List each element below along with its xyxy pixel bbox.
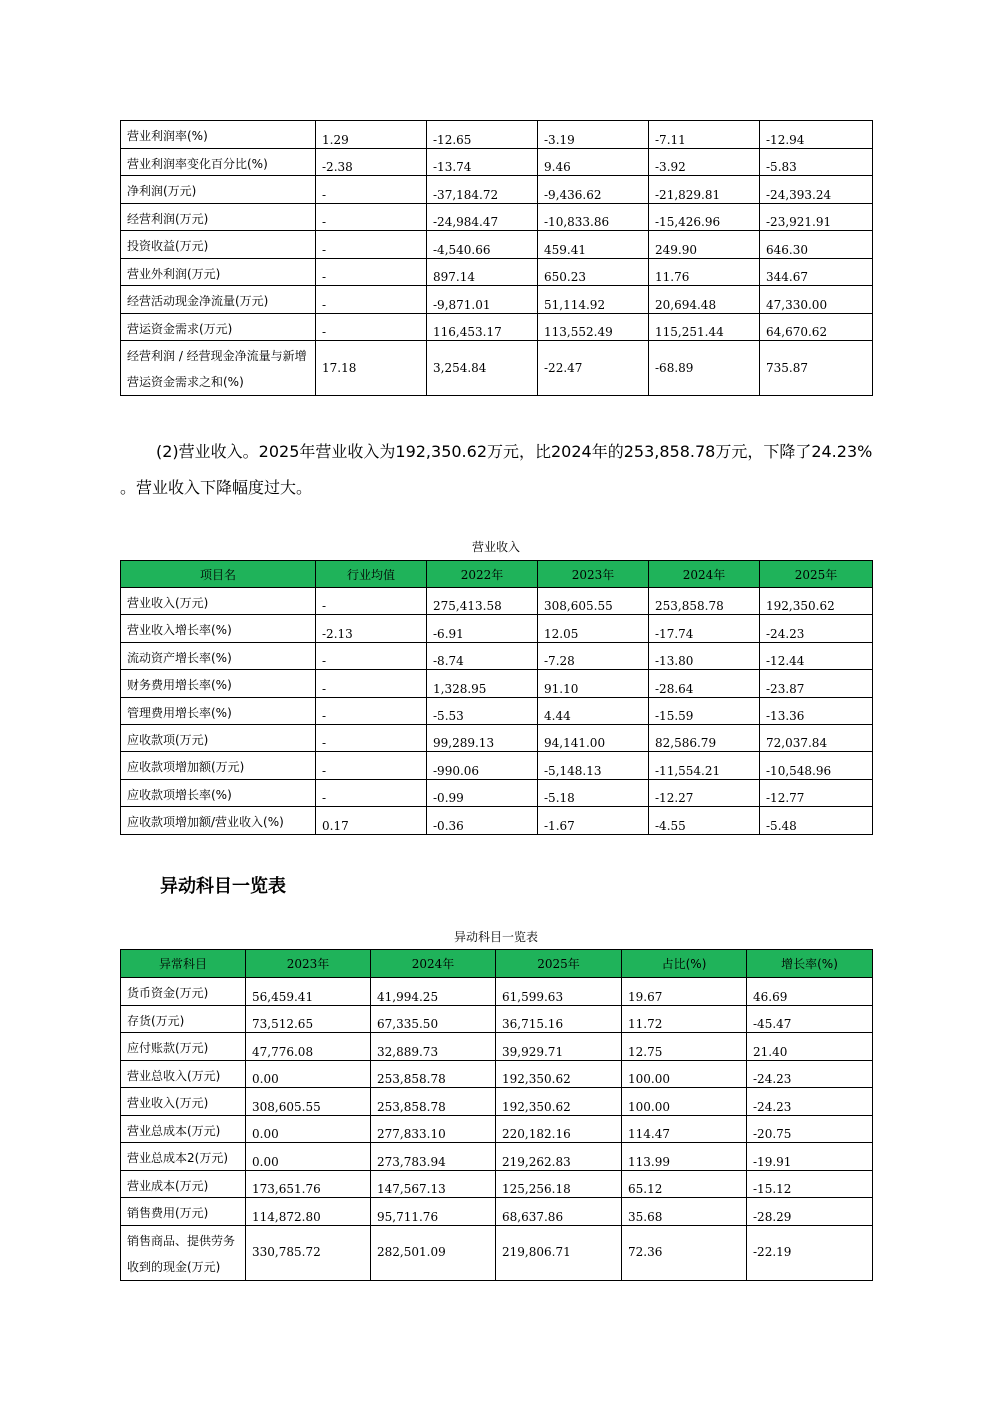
row-label: 存货(万元) <box>121 1005 246 1033</box>
cell-value: -12.27 <box>649 779 760 806</box>
row-label: 营业收入(万元) <box>121 588 316 615</box>
cell-value: -5.48 <box>760 807 873 834</box>
row-label: 营业总成本2(万元) <box>121 1143 246 1171</box>
cell-value: 91.10 <box>538 670 649 697</box>
cell-value: - <box>316 258 427 286</box>
column-header: 2025年 <box>760 561 873 588</box>
cell-value: -5,148.13 <box>538 752 649 779</box>
table-row <box>121 1088 873 1116</box>
cell-value: 735.87 <box>760 341 873 396</box>
cell-value: 65.12 <box>622 1170 747 1198</box>
cell-value: - <box>316 286 427 314</box>
cell-value: -24.23 <box>747 1060 873 1088</box>
cell-value: -12.65 <box>427 121 538 149</box>
row-label: 货币资金(万元) <box>121 978 246 1006</box>
cell-value: 125,256.18 <box>496 1170 622 1198</box>
cell-value: 113.99 <box>622 1143 747 1171</box>
cell-value: -15.12 <box>747 1170 873 1198</box>
cell-value: 219,262.83 <box>496 1143 622 1171</box>
cell-value: 282,501.09 <box>371 1225 496 1280</box>
cell-value: 897.14 <box>427 258 538 286</box>
cell-value: - <box>316 203 427 231</box>
cell-value: -12.77 <box>760 779 873 806</box>
table-row <box>121 231 873 259</box>
cell-value: -9,436.62 <box>538 176 649 204</box>
cell-value: 646.30 <box>760 231 873 259</box>
column-header: 增长率(%) <box>747 950 873 978</box>
cell-value: -3.19 <box>538 121 649 149</box>
cell-value: 61,599.63 <box>496 978 622 1006</box>
column-header: 占比(%) <box>622 950 747 978</box>
table-row <box>121 1115 873 1143</box>
cell-value: -7.11 <box>649 121 760 149</box>
cell-value: -28.29 <box>747 1198 873 1226</box>
row-label: 投资收益(万元) <box>121 231 316 259</box>
cell-value: 220,182.16 <box>496 1115 622 1143</box>
table-row <box>121 779 873 806</box>
cell-value: -20.75 <box>747 1115 873 1143</box>
cell-value: 275,413.58 <box>427 588 538 615</box>
table-row <box>121 978 873 1006</box>
revenue-table <box>120 560 873 835</box>
cell-value: -13.80 <box>649 642 760 669</box>
cell-value: - <box>316 313 427 341</box>
anomaly-table-caption: 异动科目一览表 <box>453 930 538 944</box>
cell-value: -12.44 <box>760 642 873 669</box>
anomaly-table-body <box>121 978 873 1281</box>
table-row <box>121 121 873 149</box>
cell-value: 41,994.25 <box>371 978 496 1006</box>
cell-value: 115,251.44 <box>649 313 760 341</box>
row-label: 营业收入增长率(%) <box>121 615 316 642</box>
cell-value: 253,858.78 <box>371 1060 496 1088</box>
cell-value: 73,512.65 <box>246 1005 371 1033</box>
row-label: 经营活动现金净流量(万元) <box>121 286 316 314</box>
table-row <box>121 1033 873 1061</box>
row-label: 流动资产增长率(%) <box>121 642 316 669</box>
cell-value: - <box>316 724 427 751</box>
cell-value: 11.72 <box>622 1005 747 1033</box>
section-heading: 异动科目一览表 <box>160 876 286 897</box>
row-label: 销售费用(万元) <box>121 1198 246 1226</box>
table-row <box>121 313 873 341</box>
cell-value: 253,858.78 <box>371 1088 496 1116</box>
cell-value: 46.69 <box>747 978 873 1006</box>
cell-value: -0.36 <box>427 807 538 834</box>
cell-value: -8.74 <box>427 642 538 669</box>
table-row <box>121 670 873 697</box>
cell-value: -12.94 <box>760 121 873 149</box>
cell-value: 47,776.08 <box>246 1033 371 1061</box>
cell-value: -4.55 <box>649 807 760 834</box>
cell-value: 219,806.71 <box>496 1225 622 1280</box>
cell-value: -68.89 <box>649 341 760 396</box>
row-label: 应收款项(万元) <box>121 724 316 751</box>
row-label: 应收款项增加额/营业收入(%) <box>121 807 316 834</box>
cell-value: -21,829.81 <box>649 176 760 204</box>
cell-value: 94,141.00 <box>538 724 649 751</box>
row-label: 营业利润率(%) <box>121 121 316 149</box>
cell-value: -6.91 <box>427 615 538 642</box>
revenue-table-caption: 营业收入 <box>471 540 520 554</box>
row-label: 净利润(万元) <box>121 176 316 204</box>
column-header: 行业均值 <box>316 561 427 588</box>
cell-value: -17.74 <box>649 615 760 642</box>
cell-value: 3,254.84 <box>427 341 538 396</box>
cell-value: -19.91 <box>747 1143 873 1171</box>
cell-value: 0.17 <box>316 807 427 834</box>
cell-value: 113,552.49 <box>538 313 649 341</box>
table-row <box>121 697 873 724</box>
cell-value: 273,783.94 <box>371 1143 496 1171</box>
cell-value: -1.67 <box>538 807 649 834</box>
cell-value: 0.00 <box>246 1115 371 1143</box>
row-label: 营业总成本(万元) <box>121 1115 246 1143</box>
cell-value: -10,548.96 <box>760 752 873 779</box>
revenue-paragraph <box>120 434 895 506</box>
revenue-table-body <box>121 588 873 835</box>
cell-value: 56,459.41 <box>246 978 371 1006</box>
cell-value: 67,335.50 <box>371 1005 496 1033</box>
table-row <box>121 1198 873 1226</box>
cell-value: 330,785.72 <box>246 1225 371 1280</box>
cell-value: -15.59 <box>649 697 760 724</box>
row-label: 财务费用增长率(%) <box>121 670 316 697</box>
column-header: 2022年 <box>427 561 538 588</box>
table-row <box>121 258 873 286</box>
row-label: 营业成本(万元) <box>121 1170 246 1198</box>
table-row <box>121 341 873 396</box>
cell-value: 64,670.62 <box>760 313 873 341</box>
column-header: 2024年 <box>649 561 760 588</box>
table-row <box>121 203 873 231</box>
cell-value: 0.00 <box>246 1060 371 1088</box>
paragraph-line-1: (2)营业收入。2025年营业收入为192,350.62万元，比2024年的253,858.78万元，下降了24.23% <box>156 442 873 461</box>
table-row <box>121 1170 873 1198</box>
cell-value: 82,586.79 <box>649 724 760 751</box>
cell-value: 21.40 <box>747 1033 873 1061</box>
cell-value: 308,605.55 <box>538 588 649 615</box>
cell-value: -24.23 <box>747 1088 873 1116</box>
row-label: 销售商品、提供劳务收到的现金(万元) <box>121 1225 246 1280</box>
cell-value: 116,453.17 <box>427 313 538 341</box>
cell-value: 12.05 <box>538 615 649 642</box>
column-header: 项目名 <box>121 561 316 588</box>
row-label: 应收款项增长率(%) <box>121 779 316 806</box>
cell-value: 72.36 <box>622 1225 747 1280</box>
column-header: 2024年 <box>371 950 496 978</box>
cell-value: -24,393.24 <box>760 176 873 204</box>
cell-value: -24.23 <box>760 615 873 642</box>
table-row <box>121 176 873 204</box>
cell-value: - <box>316 642 427 669</box>
cell-value: 95,711.76 <box>371 1198 496 1226</box>
column-header: 异常科目 <box>121 950 246 978</box>
cell-value: 249.90 <box>649 231 760 259</box>
cell-value: - <box>316 779 427 806</box>
table-row <box>121 724 873 751</box>
cell-value: 192,350.62 <box>496 1060 622 1088</box>
row-label: 营业总收入(万元) <box>121 1060 246 1088</box>
cell-value: 114,872.80 <box>246 1198 371 1226</box>
cell-value: -23,921.91 <box>760 203 873 231</box>
cell-value: 192,350.62 <box>760 588 873 615</box>
cell-value: -11,554.21 <box>649 752 760 779</box>
cell-value: -7.28 <box>538 642 649 669</box>
cell-value: -13.36 <box>760 697 873 724</box>
row-label: 经营利润(万元) <box>121 203 316 231</box>
row-label: 应收款项增加额(万元) <box>121 752 316 779</box>
cell-value: 192,350.62 <box>496 1088 622 1116</box>
cell-value: -45.47 <box>747 1005 873 1033</box>
table-row <box>121 1143 873 1171</box>
revenue-table-header <box>121 561 873 588</box>
cell-value: -0.99 <box>427 779 538 806</box>
cell-value: - <box>316 176 427 204</box>
column-header: 2023年 <box>538 561 649 588</box>
row-label: 营业收入(万元) <box>121 1088 246 1116</box>
cell-value: 459.41 <box>538 231 649 259</box>
cell-value: 344.67 <box>760 258 873 286</box>
cell-value: -5.53 <box>427 697 538 724</box>
cell-value: -10,833.86 <box>538 203 649 231</box>
cell-value: -3.92 <box>649 148 760 176</box>
cell-value: 277,833.10 <box>371 1115 496 1143</box>
cell-value: 32,889.73 <box>371 1033 496 1061</box>
cell-value: -23.87 <box>760 670 873 697</box>
cell-value: 36,715.16 <box>496 1005 622 1033</box>
cell-value: -24,984.47 <box>427 203 538 231</box>
table-row <box>121 615 873 642</box>
row-label: 营业利润率变化百分比(%) <box>121 148 316 176</box>
cell-value: -4,540.66 <box>427 231 538 259</box>
table-row <box>121 1225 873 1280</box>
profit-table <box>120 120 873 396</box>
cell-value: 1,328.95 <box>427 670 538 697</box>
cell-value: - <box>316 588 427 615</box>
cell-value: -2.13 <box>316 615 427 642</box>
cell-value: - <box>316 670 427 697</box>
cell-value: 114.47 <box>622 1115 747 1143</box>
cell-value: 47,330.00 <box>760 286 873 314</box>
cell-value: 20,694.48 <box>649 286 760 314</box>
anomaly-table-header <box>121 950 873 978</box>
cell-value: 12.75 <box>622 1033 747 1061</box>
paragraph-line-2: 。营业收入下降幅度过大。 <box>120 478 313 497</box>
cell-value: 253,858.78 <box>649 588 760 615</box>
table-row <box>121 807 873 834</box>
cell-value: 1.29 <box>316 121 427 149</box>
table-row <box>121 752 873 779</box>
cell-value: -5.83 <box>760 148 873 176</box>
cell-value: 72,037.84 <box>760 724 873 751</box>
cell-value: 35.68 <box>622 1198 747 1226</box>
cell-value: -37,184.72 <box>427 176 538 204</box>
row-label: 管理费用增长率(%) <box>121 697 316 724</box>
cell-value: -22.19 <box>747 1225 873 1280</box>
table-row <box>121 1005 873 1033</box>
cell-value: 100.00 <box>622 1060 747 1088</box>
cell-value: -2.38 <box>316 148 427 176</box>
cell-value: 9.46 <box>538 148 649 176</box>
row-label: 营运资金需求(万元) <box>121 313 316 341</box>
cell-value: 100.00 <box>622 1088 747 1116</box>
cell-value: 51,114.92 <box>538 286 649 314</box>
cell-value: 308,605.55 <box>246 1088 371 1116</box>
row-label: 营业外利润(万元) <box>121 258 316 286</box>
cell-value: -990.06 <box>427 752 538 779</box>
table-row <box>121 148 873 176</box>
table-row <box>121 588 873 615</box>
cell-value: -9,871.01 <box>427 286 538 314</box>
cell-value: 39,929.71 <box>496 1033 622 1061</box>
row-label: 经营利润 / 经营现金净流量与新增营运资金需求之和(%) <box>121 341 316 396</box>
cell-value: -15,426.96 <box>649 203 760 231</box>
cell-value: - <box>316 697 427 724</box>
table-row <box>121 286 873 314</box>
column-header: 2023年 <box>246 950 371 978</box>
cell-value: 650.23 <box>538 258 649 286</box>
table-row <box>121 1060 873 1088</box>
cell-value: 17.18 <box>316 341 427 396</box>
cell-value: 99,289.13 <box>427 724 538 751</box>
cell-value: 0.00 <box>246 1143 371 1171</box>
cell-value: 4.44 <box>538 697 649 724</box>
cell-value: 19.67 <box>622 978 747 1006</box>
cell-value: -28.64 <box>649 670 760 697</box>
cell-value: - <box>316 752 427 779</box>
cell-value: -13.74 <box>427 148 538 176</box>
cell-value: 147,567.13 <box>371 1170 496 1198</box>
table-row <box>121 642 873 669</box>
cell-value: - <box>316 231 427 259</box>
row-label: 应付账款(万元) <box>121 1033 246 1061</box>
profit-table-body <box>121 121 873 396</box>
cell-value: -22.47 <box>538 341 649 396</box>
cell-value: 173,651.76 <box>246 1170 371 1198</box>
column-header: 2025年 <box>496 950 622 978</box>
cell-value: 68,637.86 <box>496 1198 622 1226</box>
cell-value: -5.18 <box>538 779 649 806</box>
cell-value: 11.76 <box>649 258 760 286</box>
anomaly-table <box>120 949 873 1281</box>
